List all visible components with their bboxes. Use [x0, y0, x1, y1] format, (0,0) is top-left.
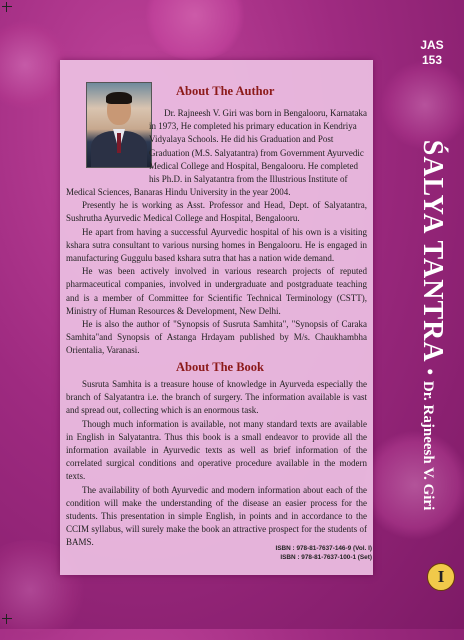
author-intro [149, 107, 367, 186]
about-author-heading: About The Author [176, 84, 275, 98]
book-description [66, 378, 367, 550]
book-paragraph: Susruta Samhita is a treasure house of knowledge in Ayurveda especially the branch of Salyatantra i.e. the branch of surgery. The information available is vast and spread out, collecting which is an enormous task. [66, 379, 367, 416]
author-intro-line: Vidyalaya Schools. He did his Graduation and Post [149, 134, 334, 145]
spine-text [416, 140, 448, 511]
registration-mark-top-left [2, 2, 12, 12]
author-intro-line: Medical College and Hospital, Bengalooru. He completed [149, 160, 358, 171]
isbn-block [252, 544, 372, 562]
about-book-heading: About The Book [176, 360, 264, 374]
author-intro-line: in 1973, He completed his primary education in Kendriya [149, 121, 357, 132]
series-number: 153 [421, 53, 443, 67]
registration-mark-bottom-left [2, 614, 12, 624]
author-paragraph: He was been actively involved in various research projects of reputed pharmaceutical companies, involved in undergraduate and postgraduate teaching and is a member of Committee for Scientific Technical Terminology (CSTT), Ministry of Human Resources & Development, New Delhi. [66, 266, 367, 316]
series-label [410, 38, 454, 68]
author-bio [66, 186, 367, 358]
spine-title: ŚALYA TANTRA [417, 139, 448, 363]
author-paragraph: He apart from having a successful Ayurvedic hospital of his own is a visiting kshara sutra consultant to various nursing homes in Bengalooru. He is engaged in manufacturing Guggulu based kshara sutra that has a nation wide demand. [66, 226, 367, 264]
series-code: JAS [420, 38, 444, 52]
spine-separator: • [420, 368, 440, 375]
author-paragraph: Presently he is working as Asst. Professor and Head, Dept. of Salyatantra, Sushrutha Ayurvedic Medical College and Hospital, Bengalooru. [66, 200, 367, 224]
isbn-volume: ISBN : 978-81-7637-146-9 (Vol. I) [275, 545, 372, 552]
spine [403, 130, 461, 520]
isbn-set: ISBN : 978-81-7637-100-1 (Set) [280, 554, 372, 561]
book-paragraph: The availability of both Ayurvedic and modern information about each of the condition will make the understanding of the disease an easier process for the students. This presentation in simple English, in points and in accordance to the CCIM syllabus, will surely make the book an attractive prospect for the students of BAMS. [66, 484, 367, 548]
author-intro-line: Graduation (M.S. Salyatantra) from Government Ayurvedic [149, 147, 364, 158]
author-intro-line: Dr. Rajneesh V. Giri was born in Bengalooru, Karnataka [164, 108, 367, 118]
spine-author: Dr. Rajneesh V. Giri [420, 380, 436, 511]
author-intro-tail: Medical Sciences, Banaras Hindu University in the year 2004. [66, 187, 291, 197]
flower-decoration [140, 0, 250, 60]
volume-badge: I [427, 563, 455, 591]
author-intro-line: his Ph.D. in Salyatantra from the Illustrious Institute of [149, 174, 348, 185]
author-paragraph: He is also the author of "Synopsis of Susruta Samhita", "Synopsis of Caraka Samhita"and Synopsis of Astanga Hrdayam published by M/s. Chaukhambha Orientalia, Varanasi. [66, 319, 367, 356]
author-photo [86, 82, 152, 168]
book-paragraph: Though much information is available, not many standard texts are available in English in Salyatantra. Thus this book is a small endeavor to provide all the information available in Ayurvedic texts as well as brief information of the correlated surgical conditions and operative procedure available in the modern texts. [66, 418, 367, 482]
